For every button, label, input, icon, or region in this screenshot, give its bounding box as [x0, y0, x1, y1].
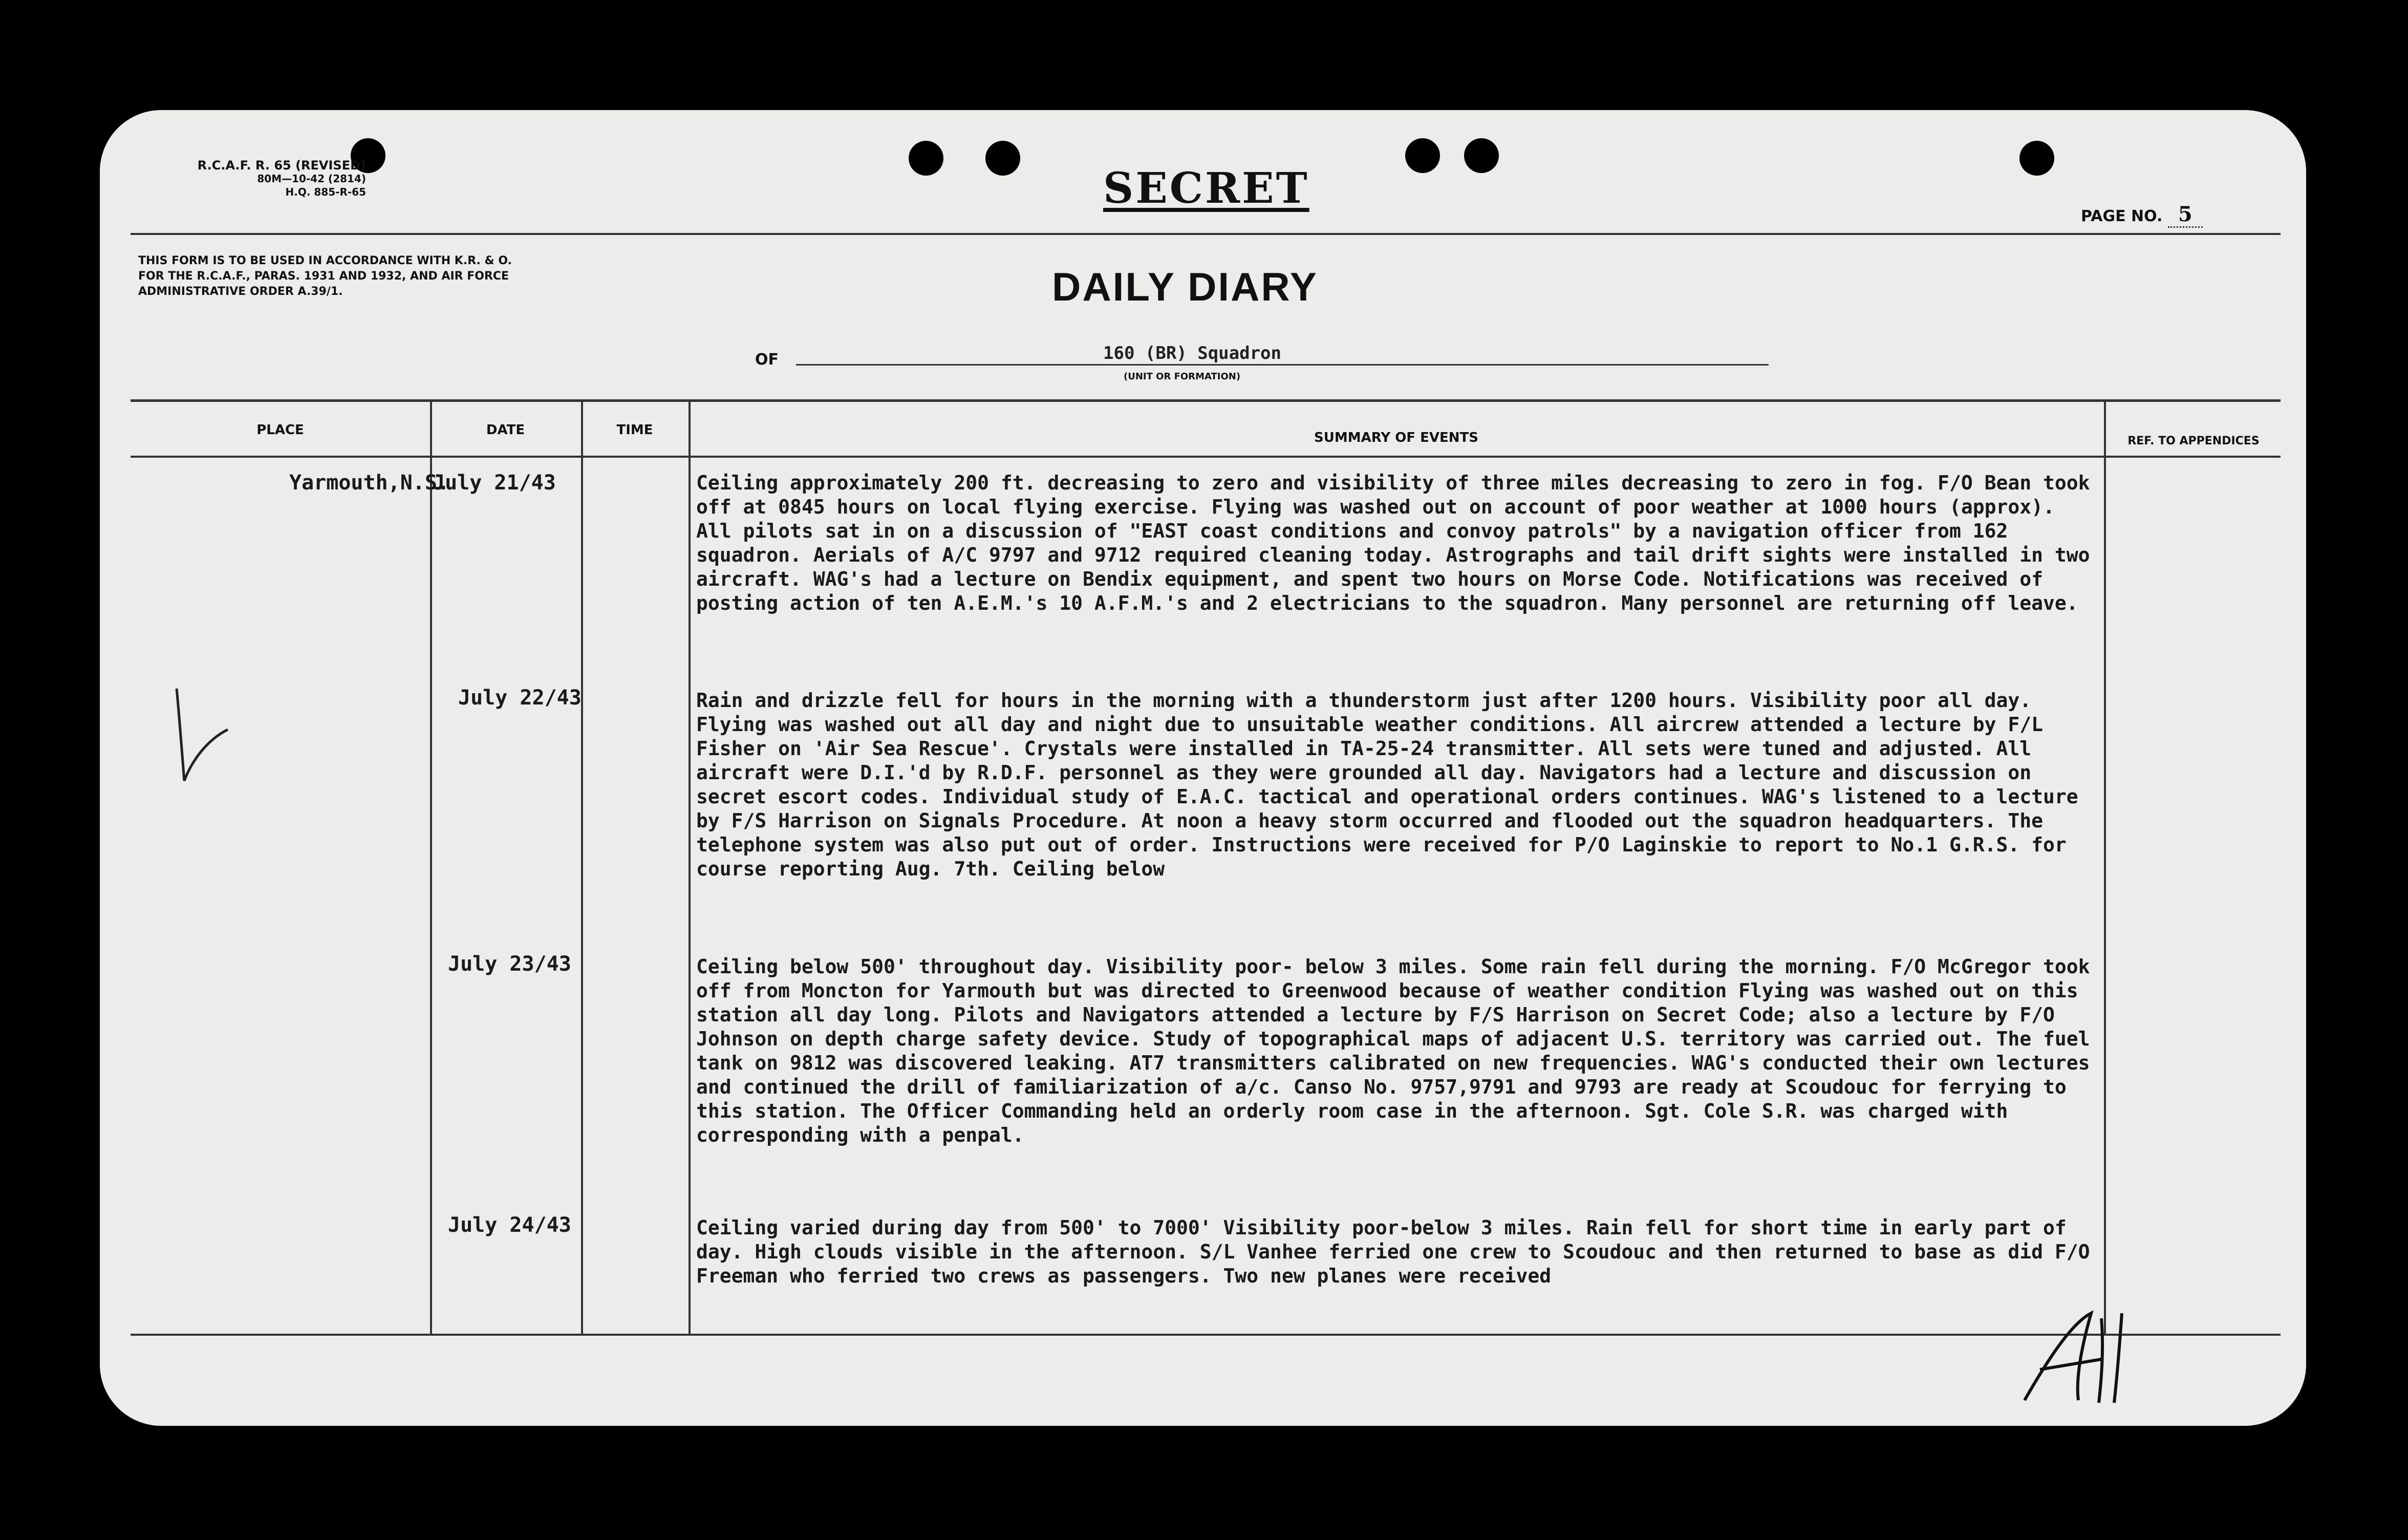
column-header-time: TIME [616, 422, 653, 438]
punch-hole [909, 141, 943, 176]
column-divider [689, 399, 691, 1334]
diary-form-card [100, 110, 2306, 1426]
print-line: 80M—10-42 (2814) [257, 173, 366, 185]
table-bottom-rule [131, 1334, 2281, 1336]
hq-reference: H.Q. 885-R-65 [285, 186, 366, 198]
classification-heading: SECRET [1103, 164, 1309, 213]
entry-place: Yarmouth,N.S. [289, 471, 450, 495]
header-rule [131, 233, 2281, 235]
column-header-summary: SUMMARY OF EVENTS [1314, 430, 1478, 445]
of-label: OF [755, 351, 779, 369]
table-header-rule [131, 456, 2281, 458]
unit-caption: (UNIT OR FORMATION) [1124, 371, 1241, 382]
entry-date: July 21/43 [433, 471, 556, 495]
entry-date: July 24/43 [448, 1213, 571, 1237]
page-number: 5 [2168, 202, 2203, 228]
unit-name: 160 (BR) Squadron [1103, 343, 1281, 363]
column-divider [2104, 399, 2106, 1334]
margin-handwritten-mark [161, 683, 243, 817]
table-top-rule [131, 399, 2281, 402]
entry-date: July 23/43 [448, 952, 571, 976]
form-identifier [146, 159, 366, 199]
entry-summary: Ceiling varied during day from 500' to 7000' Visibility poor-below 3 miles. Rain fell for short time in early part of day. High clouds visible in the afternoon. S/L Vanhee ferried one crew to Scoudouc and then returned to base as did F/O Freeman who ferried two crews as passengers. Two new planes were received [696, 1216, 2102, 1287]
column-divider [581, 399, 583, 1334]
unit-field [796, 343, 1769, 366]
column-header-place: PLACE [256, 422, 304, 438]
form-instruction: THIS FORM IS TO BE USED IN ACCORDANCE WITH K.R. & O. FOR THE R.C.A.F., PARAS. 1931 AND 1932, AND AIR FORCE ADMINISTRATIVE ORDER A.39/1. [138, 254, 512, 298]
initials-signature [2014, 1303, 2147, 1410]
punch-hole [2019, 141, 2054, 176]
entry-summary: Ceiling below 500' throughout day. Visibility poor- below 3 miles. Some rain fell during the morning. F/O McGregor took off from Moncton for Yarmouth but was directed to Greenwood because of weather condition Flying was washed out on this station all day long. Pilots and Navigators attended a lecture by F/S Harrison on Secret Code; also a lecture by F/O Johnson on depth charge safety device. Study of topographical maps of adjacent U.S. territory was carried out. The fuel tank on 9812 was discovered leaking. AT7 transmitters calibrated on new frequencies. WAG's conducted their own lectures and continued the drill of familiarization of a/c. Canso No. 9757,9791 and 9793 are ready at Scoudouc for ferrying to this station. The Officer Commanding held an orderly room case in the afternoon. Sgt. Cole S.R. was charged with corresponding with a penpal. [696, 955, 2102, 1146]
entry-date: July 22/43 [458, 686, 582, 710]
column-divider [430, 399, 432, 1334]
page-label: PAGE NO. [2081, 207, 2163, 225]
column-header-ref: REF. TO APPENDICES [2127, 435, 2260, 447]
punch-hole [985, 141, 1020, 176]
entry-summary: Rain and drizzle fell for hours in the morning with a thunderstorm just after 1200 hours. Visibility poor all day. Flying was washed out all day and night due to unsuitable weather conditions. All aircrew attended a lecture by F/L Fisher on 'Air Sea Rescue'. Crystals were installed in TA-25-24 transmitter. All sets were tuned and adjusted. All aircraft were D.I.'d by R.D.F. personnel as they were grounded all day. Navigators had a lecture and discussion on secret escort codes. Individual study of E.A.C. tactical and operational orders continues. WAG's listened to a lecture by F/S Harrison on Signals Procedure. At noon a heavy storm occurred and flooded out the squadron headquarters. The telephone system was also put out of order. Instructions were received for P/O Laginskie to report to No.1 G.R.S. for course reporting Aug. 7th. Ceiling below [696, 689, 2090, 880]
page-number-field [2081, 202, 2203, 226]
punch-hole [1405, 138, 1440, 173]
column-header-date: DATE [486, 422, 525, 438]
form-code: R.C.A.F. R. 65 (REVISED) [197, 158, 366, 173]
punch-hole [1464, 138, 1499, 173]
entry-summary: Ceiling approximately 200 ft. decreasing to zero and visibility of three miles decreasing to zero in fog. F/O Bean took off at 0845 hours on local flying exercise. Flying was washed out on account of poor weather at 1000 hours (approx). All pilots sat in on a discussion of "EAST coast conditions and convoy patrols" by a navigation officer from 162 squadron. Aerials of A/C 9797 and 9712 required cleaning today. Astrographs and tail drift sights were installed in two aircraft. WAG's had a lecture on Bendix equipment, and spent two hours on Morse Code. Notifications was received of posting action of ten A.E.M.'s 10 A.F.M.'s and 2 electricians to the squadron. Many personnel are returning off leave. [696, 472, 2102, 614]
page-title: DAILY DIARY [1052, 264, 1318, 309]
